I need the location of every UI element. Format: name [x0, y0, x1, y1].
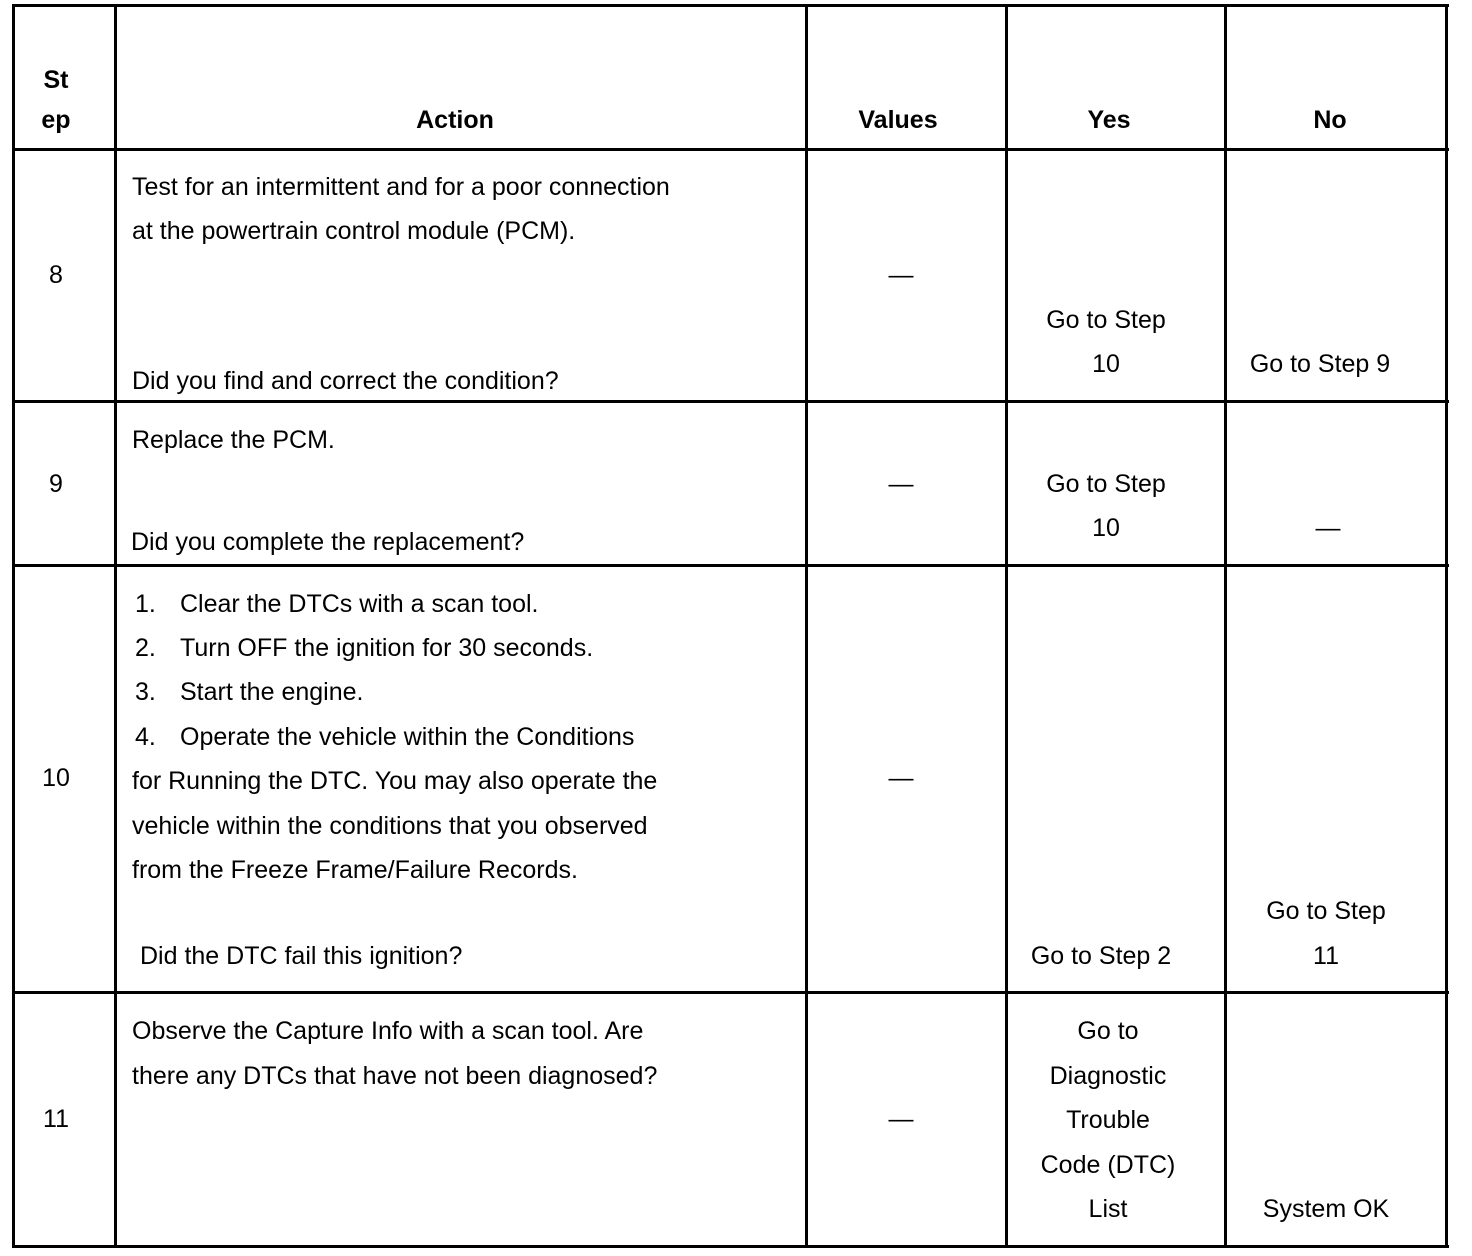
action-text: from the Freeze Frame/Failure Records.: [132, 856, 578, 884]
action-text: vehicle within the conditions that you observed: [132, 812, 648, 840]
no-result: —: [1315, 514, 1341, 542]
value-cell: —: [888, 1105, 914, 1133]
yes-result: Go to Step: [1046, 306, 1166, 334]
table-border-top: [12, 4, 1449, 7]
table-border-bottom: [12, 1245, 1449, 1248]
list-item-text: Turn OFF the ignition for 30 seconds.: [180, 634, 594, 662]
diagnostic-table: [12, 4, 1449, 1251]
yes-result: Go to Step: [1046, 470, 1166, 498]
list-item-number: 3.: [135, 678, 156, 706]
value-cell: —: [888, 764, 914, 792]
action-text: there any DTCs that have not been diagnosed?: [132, 1062, 658, 1090]
step-number: 11: [43, 1105, 69, 1133]
column-divider: [805, 4, 808, 1248]
yes-result: Code (DTC): [1040, 1151, 1176, 1179]
no-result: Go to Step: [1266, 897, 1386, 925]
yes-result: 10: [1092, 514, 1120, 542]
row-divider: [12, 564, 1449, 567]
action-text: Replace the PCM.: [132, 426, 335, 454]
yes-result: 10: [1092, 350, 1120, 378]
step-number: 8: [49, 261, 63, 289]
list-item-text: Start the engine.: [180, 678, 364, 706]
list-item-number: 4.: [135, 723, 156, 751]
yes-result: Go to Step 2: [1030, 942, 1172, 970]
action-question: Did you find and correct the condition?: [132, 367, 559, 395]
list-item-text: Clear the DTCs with a scan tool.: [180, 590, 539, 618]
action-text: Test for an intermittent and for a poor connection: [132, 173, 670, 201]
list-item-number: 2.: [135, 634, 156, 662]
header-step-line-1: St: [43, 66, 69, 94]
step-number: 10: [42, 764, 70, 792]
no-result: 11: [1313, 942, 1339, 970]
column-divider: [1224, 4, 1227, 1248]
list-item-text: Operate the vehicle within the Conditions: [180, 723, 635, 751]
column-divider: [114, 4, 117, 1248]
no-result: Go to Step 9: [1249, 350, 1391, 378]
table-border-right: [1445, 4, 1448, 1248]
yes-result: Diagnostic: [1049, 1062, 1167, 1090]
header-step-line-2: ep: [41, 106, 71, 134]
no-result: System OK: [1262, 1195, 1390, 1223]
yes-result: List: [1088, 1195, 1128, 1223]
action-text: Observe the Capture Info with a scan tool. Are: [132, 1017, 644, 1045]
action-text: at the powertrain control module (PCM).: [132, 217, 576, 245]
action-question: Did the DTC fail this ignition?: [140, 942, 463, 970]
header-yes: Yes: [1087, 106, 1131, 134]
list-item-number: 1.: [135, 590, 156, 618]
row-divider: [12, 400, 1449, 403]
header-action: Action: [416, 106, 494, 134]
header-divider: [12, 148, 1449, 151]
column-divider: [1005, 4, 1008, 1248]
action-text: for Running the DTC. You may also operate the: [132, 767, 658, 795]
row-divider: [12, 991, 1449, 994]
yes-result: Go to: [1077, 1017, 1139, 1045]
value-cell: —: [888, 470, 914, 498]
table-border-left: [12, 4, 15, 1248]
step-number: 9: [49, 470, 63, 498]
action-question: Did you complete the replacement?: [131, 528, 525, 556]
yes-result: Trouble: [1066, 1106, 1150, 1134]
value-cell: —: [888, 261, 914, 289]
header-values: Values: [858, 106, 938, 134]
header-no: No: [1313, 106, 1347, 134]
